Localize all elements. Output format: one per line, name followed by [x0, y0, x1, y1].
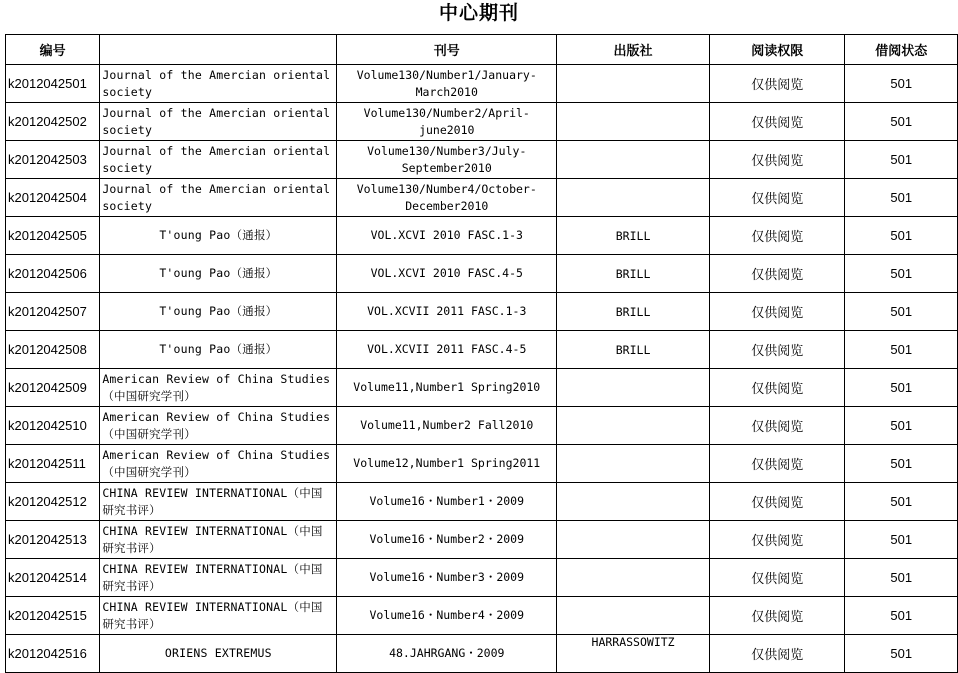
cell-id: k2012042504 [6, 179, 100, 217]
cell-id: k2012042512 [6, 483, 100, 521]
cell-access: 仅供阅览 [709, 103, 844, 141]
cell-id: k2012042507 [6, 293, 100, 331]
cell-id: k2012042514 [6, 559, 100, 597]
table-row [6, 293, 958, 331]
cell-id: k2012042509 [6, 369, 100, 407]
cell-status: 501 [845, 369, 958, 407]
cell-journal-name [100, 635, 337, 673]
issue-line: Volume12,Number1 Spring2011 [353, 456, 541, 470]
table-row [6, 103, 958, 141]
journal-name-line: Journal of the Amercian oriental [102, 181, 331, 196]
cell-publisher [557, 369, 710, 407]
cell-publisher: BRILL [557, 217, 710, 255]
cell-publisher [557, 559, 710, 597]
cell-status: 501 [845, 65, 958, 103]
cell-issue [337, 445, 557, 483]
cell-journal-name [100, 65, 337, 103]
journal-name-line: American Review of China Studies [102, 409, 331, 424]
cell-status: 501 [845, 179, 958, 217]
journal-name-line: （中国研究学刊） [102, 464, 196, 479]
cell-status: 501 [845, 635, 958, 673]
table-row [6, 141, 958, 179]
table-row [6, 407, 958, 445]
cell-access: 仅供阅览 [709, 635, 844, 673]
cell-status: 501 [845, 293, 958, 331]
table-row [6, 559, 958, 597]
issue-line: Volume16・Number3・2009 [369, 570, 525, 584]
issue-line: VOL.XCVI 2010 FASC.1-3 [370, 228, 523, 242]
journal-name-line: Journal of the Amercian oriental [102, 67, 331, 82]
journal-table [5, 34, 958, 673]
issue-line: VOL.XCVII 2011 FASC.4-5 [367, 342, 527, 356]
cell-status: 501 [845, 483, 958, 521]
journal-name-line: Journal of the Amercian oriental [102, 105, 331, 120]
cell-issue [337, 217, 557, 255]
cell-publisher [557, 407, 710, 445]
table-row [6, 445, 958, 483]
cell-publisher [557, 597, 710, 635]
cell-publisher: HARRASSOWITZ [557, 635, 710, 673]
cell-journal-name [100, 293, 337, 331]
table-row [6, 369, 958, 407]
cell-journal-name [100, 255, 337, 293]
cell-id: k2012042501 [6, 65, 100, 103]
cell-id: k2012042515 [6, 597, 100, 635]
cell-publisher: BRILL [557, 293, 710, 331]
journal-name-line: 研究书评） [102, 578, 161, 593]
cell-status: 501 [845, 217, 958, 255]
journal-name-line: 研究书评） [102, 502, 161, 517]
journal-name-line: society [102, 122, 153, 137]
cell-issue [337, 407, 557, 445]
cell-issue [337, 65, 557, 103]
cell-access: 仅供阅览 [709, 331, 844, 369]
cell-publisher [557, 445, 710, 483]
table-row [6, 65, 958, 103]
journal-name-line: ORIENS EXTREMUS [164, 646, 272, 660]
issue-line: Volume11,Number2 Fall2010 [360, 418, 534, 432]
cell-issue [337, 331, 557, 369]
cell-access: 仅供阅览 [709, 445, 844, 483]
journal-name-line: 研究书评） [102, 540, 161, 555]
cell-id: k2012042506 [6, 255, 100, 293]
cell-access: 仅供阅览 [709, 559, 844, 597]
journal-name-line: （中国研究学刊） [102, 426, 196, 441]
table-row [6, 255, 958, 293]
column-header-status: 借阅状态 [845, 35, 958, 65]
cell-issue [337, 483, 557, 521]
cell-status: 501 [845, 331, 958, 369]
cell-publisher: BRILL [557, 255, 710, 293]
cell-access: 仅供阅览 [709, 141, 844, 179]
cell-journal-name [100, 597, 337, 635]
cell-status: 501 [845, 255, 958, 293]
journal-name-line: society [102, 198, 153, 213]
column-header-publisher: 出版社 [557, 35, 710, 65]
journal-name-line: CHINA REVIEW INTERNATIONAL（中国 [102, 523, 323, 538]
cell-publisher [557, 103, 710, 141]
cell-access: 仅供阅览 [709, 293, 844, 331]
cell-id: k2012042516 [6, 635, 100, 673]
cell-journal-name [100, 445, 337, 483]
cell-journal-name [100, 369, 337, 407]
cell-access: 仅供阅览 [709, 597, 844, 635]
cell-access: 仅供阅览 [709, 407, 844, 445]
table-row [6, 483, 958, 521]
cell-status: 501 [845, 103, 958, 141]
cell-id: k2012042503 [6, 141, 100, 179]
journal-name-line: T'oung Pao（通报） [159, 266, 278, 280]
table-body [6, 65, 958, 673]
cell-issue [337, 369, 557, 407]
cell-issue [337, 179, 557, 217]
column-header-issue: 刊号 [337, 35, 557, 65]
cell-access: 仅供阅览 [709, 217, 844, 255]
column-header-name [100, 35, 337, 65]
cell-issue [337, 141, 557, 179]
table-row [6, 521, 958, 559]
table-row [6, 597, 958, 635]
cell-access: 仅供阅览 [709, 369, 844, 407]
journal-name-line: 研究书评） [102, 616, 161, 631]
cell-status: 501 [845, 141, 958, 179]
cell-issue [337, 521, 557, 559]
cell-issue [337, 635, 557, 673]
table-row [6, 635, 958, 673]
issue-line: Volume11,Number1 Spring2010 [353, 380, 541, 394]
issue-line: Volume130/Number4/October- [356, 181, 537, 196]
cell-journal-name [100, 407, 337, 445]
cell-publisher [557, 141, 710, 179]
cell-journal-name [100, 483, 337, 521]
cell-publisher [557, 179, 710, 217]
journal-name-line: T'oung Pao（通报） [159, 228, 278, 242]
cell-publisher [557, 483, 710, 521]
cell-id: k2012042513 [6, 521, 100, 559]
cell-access: 仅供阅览 [709, 65, 844, 103]
issue-line: December2010 [405, 198, 489, 213]
cell-access: 仅供阅览 [709, 483, 844, 521]
issue-line: VOL.XCVII 2011 FASC.1-3 [367, 304, 527, 318]
cell-issue [337, 293, 557, 331]
issue-line: VOL.XCVI 2010 FASC.4-5 [370, 266, 523, 280]
column-header-access: 阅读权限 [709, 35, 844, 65]
journal-name-line: American Review of China Studies [102, 447, 331, 462]
cell-id: k2012042511 [6, 445, 100, 483]
cell-status: 501 [845, 445, 958, 483]
cell-journal-name [100, 103, 337, 141]
cell-issue [337, 597, 557, 635]
cell-id: k2012042508 [6, 331, 100, 369]
cell-journal-name [100, 331, 337, 369]
journal-name-line: Journal of the Amercian oriental [102, 143, 331, 158]
cell-issue [337, 103, 557, 141]
table-row [6, 179, 958, 217]
cell-publisher [557, 521, 710, 559]
page-title: 中心期刊 [438, 2, 519, 24]
journal-name-line: CHINA REVIEW INTERNATIONAL（中国 [102, 485, 323, 500]
issue-line: june2010 [419, 122, 475, 137]
cell-issue [337, 559, 557, 597]
journal-name-line: CHINA REVIEW INTERNATIONAL（中国 [102, 599, 323, 614]
journal-name-line: CHINA REVIEW INTERNATIONAL（中国 [102, 561, 323, 576]
cell-journal-name [100, 559, 337, 597]
journal-name-line: T'oung Pao（通报） [159, 304, 278, 318]
journal-name-line: （中国研究学刊） [102, 388, 196, 403]
cell-journal-name [100, 179, 337, 217]
journal-name-line: society [102, 160, 153, 175]
cell-journal-name [100, 141, 337, 179]
issue-line: Volume130/Number3/July- [367, 143, 527, 158]
cell-status: 501 [845, 597, 958, 635]
cell-access: 仅供阅览 [709, 521, 844, 559]
cell-journal-name [100, 521, 337, 559]
cell-id: k2012042502 [6, 103, 100, 141]
journal-name-line: T'oung Pao（通报） [159, 342, 278, 356]
issue-line: Volume130/Number2/April- [363, 105, 530, 120]
column-header-id: 编号 [6, 35, 100, 65]
cell-issue [337, 255, 557, 293]
cell-id: k2012042510 [6, 407, 100, 445]
cell-status: 501 [845, 559, 958, 597]
journal-name-line: American Review of China Studies [102, 371, 331, 386]
cell-journal-name [100, 217, 337, 255]
table-row [6, 331, 958, 369]
issue-line: 48.JAHRGANG・2009 [389, 646, 505, 660]
cell-access: 仅供阅览 [709, 179, 844, 217]
issue-line: Volume130/Number1/January- [356, 67, 537, 82]
issue-line: Volume16・Number1・2009 [369, 494, 525, 508]
issue-line: September2010 [401, 160, 492, 175]
cell-id: k2012042505 [6, 217, 100, 255]
cell-publisher [557, 65, 710, 103]
cell-access: 仅供阅览 [709, 255, 844, 293]
cell-status: 501 [845, 407, 958, 445]
issue-line: March2010 [415, 84, 478, 99]
cell-status: 501 [845, 521, 958, 559]
table-row [6, 217, 958, 255]
table-header-row [6, 35, 958, 65]
issue-line: Volume16・Number4・2009 [369, 608, 525, 622]
issue-line: Volume16・Number2・2009 [369, 532, 525, 546]
cell-publisher: BRILL [557, 331, 710, 369]
journal-name-line: society [102, 84, 153, 99]
